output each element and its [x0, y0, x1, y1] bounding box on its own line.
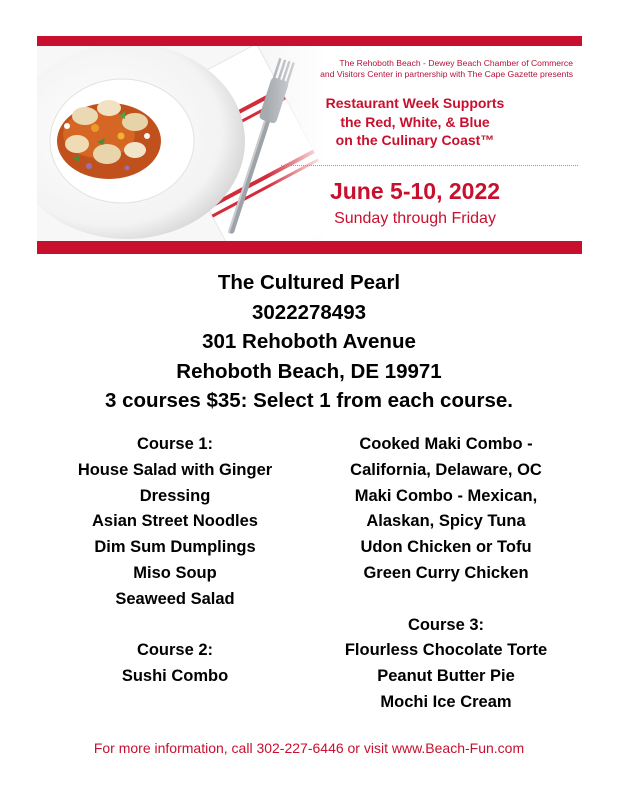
spacer: [40, 613, 310, 639]
tagline-line-2: the Red, White, & Blue: [340, 113, 490, 130]
menu-item: Green Curry Chicken: [363, 563, 529, 582]
menu-column-left: [40, 432, 310, 690]
menu-item: Asian Street Noodles: [92, 512, 258, 531]
menu-item: Maki Combo - Mexican,: [354, 486, 538, 505]
menu-item: Miso Soup: [133, 563, 217, 582]
restaurant-city: Rehoboth Beach, DE 19971: [176, 359, 442, 383]
restaurant-street: 301 Rehoboth Avenue: [202, 330, 416, 353]
menu-item: House Salad with Ginger: [77, 460, 273, 479]
menu-offer: 3 courses $35: Select 1 from each course.: [105, 389, 513, 412]
chamber-credit-line-2: and Visitors Center in partnership with The Cape Gazette presents: [320, 69, 573, 79]
menu-item: Udon Chicken or Tofu: [360, 538, 532, 557]
course-3-heading: Course 3:: [407, 615, 485, 634]
menu-item: Dressing: [139, 486, 211, 505]
banner-bottom-stripe: [37, 241, 582, 254]
footer-contact: For more information, call 302-227-6446 or visit www.Beach-Fun.com: [93, 740, 525, 756]
menu-item: Mochi Ice Cream: [380, 692, 512, 711]
menu-column-right: [312, 432, 580, 716]
menu-item: Peanut Butter Pie: [377, 667, 515, 686]
tagline-line-3: on the Culinary Coast™: [335, 132, 495, 148]
restaurant-name: The Cultured Pearl: [217, 271, 401, 294]
menu-item: California, Delaware, OC: [350, 460, 542, 479]
menu-item: Alaskan, Spicy Tuna: [366, 512, 526, 531]
menu-item: Cooked Maki Combo -: [359, 435, 533, 453]
menu-item: Flourless Chocolate Torte: [344, 641, 548, 660]
course-2-heading: Course 2:: [136, 641, 214, 660]
event-dates: June 5-10, 2022: [329, 178, 501, 204]
menu-item: Seaweed Salad: [115, 589, 235, 608]
event-days: Sunday through Friday: [334, 210, 496, 227]
chamber-credit-line-1: The Rehoboth Beach - Dewey Beach Chamber of Commerce: [339, 58, 573, 68]
menu-item: Sushi Combo: [121, 667, 229, 686]
dotted-divider: [281, 165, 578, 166]
restaurant-week-banner: [37, 36, 582, 254]
banner-tagline: [293, 94, 537, 150]
restaurant-info: [0, 268, 618, 416]
banner-top-stripe: [37, 36, 582, 46]
chamber-credit: [273, 58, 573, 80]
restaurant-phone: 3022278493: [251, 300, 366, 324]
spacer: [312, 587, 580, 613]
tagline-line-1: Restaurant Week Supports: [325, 95, 505, 111]
course-1-heading: Course 1:: [136, 435, 214, 453]
menu-item: Dim Sum Dumplings: [94, 538, 256, 557]
